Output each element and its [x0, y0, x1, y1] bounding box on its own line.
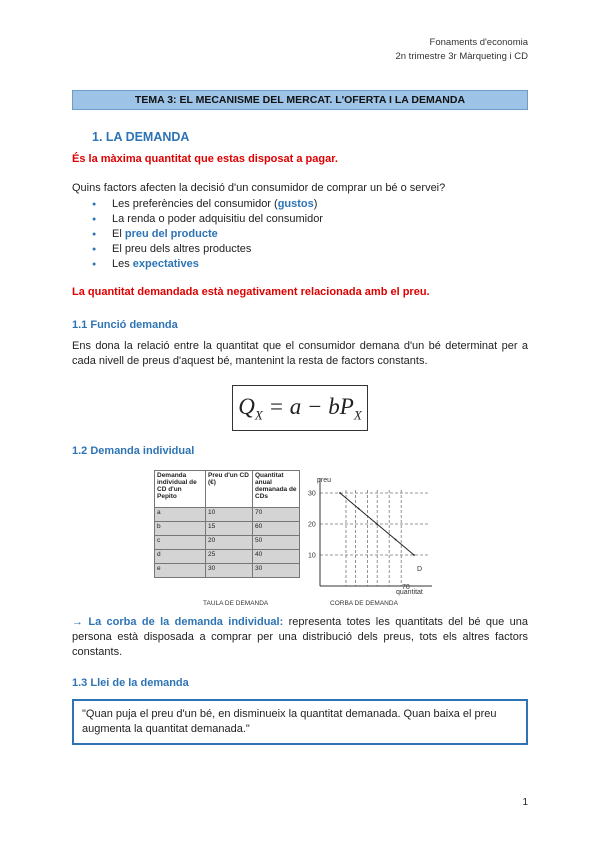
demand-point — [339, 492, 341, 494]
table-header: Demanda individual de CD d'un Pepito — [155, 471, 206, 508]
factor-item: ● Les preferències del consumidor (gustos) — [92, 197, 323, 212]
table-row: b 15 60 — [155, 522, 300, 536]
doc-header — [395, 36, 528, 64]
y-tick-label: 10 — [308, 552, 316, 560]
demand-point — [395, 539, 397, 541]
demand-definition: És la màxima quantitat que estas disposat a pagar. — [72, 153, 338, 165]
graph-caption: CORBA DE DEMANDA — [330, 600, 398, 607]
factor-item: ● Les expectatives — [92, 257, 323, 272]
subsection-title-1-1: 1.1 Funció demanda — [72, 319, 178, 331]
y-tick-label: 20 — [308, 521, 316, 529]
demand-point — [376, 523, 378, 525]
x-tick-label: 70 — [402, 584, 410, 591]
page-number: 1 — [522, 797, 528, 808]
subsection-title-1-2: 1.2 Demanda individual — [72, 445, 195, 457]
header-term: 2n trimestre 3r Màrqueting i CD — [395, 51, 528, 62]
demand-formula: $Q_X = a - bP_X$ — [232, 385, 368, 431]
factor-item: ● El preu dels altres productes — [92, 242, 323, 257]
individual-demand-note: → La corba de la demanda individual: representa totes les quantitats del bé que una persona està disposada a comprar per una distribució dels preus, tots els altres factors constants. — [72, 616, 528, 658]
demand-point — [358, 508, 360, 510]
table-row: e 30 30 — [155, 564, 300, 578]
factor-item: ● El preu del producte — [92, 227, 323, 242]
curve-label: D — [417, 566, 423, 573]
demand-point — [413, 554, 415, 556]
table-caption: TAULA DE DEMANDA — [203, 600, 269, 607]
demand-table — [154, 470, 300, 578]
section-title: 1. LA DEMANDA — [92, 130, 190, 144]
demand-curve-chart — [300, 468, 450, 608]
y-axis-label: preu — [317, 477, 332, 484]
chart-grid — [308, 490, 430, 586]
y-tick-label: 30 — [308, 490, 316, 498]
header-course: Fonaments d'economia — [429, 37, 528, 48]
price-relation: La quantitat demandada està negativament relacionada amb el preu. — [72, 286, 430, 298]
table-row: a 10 70 — [155, 508, 300, 522]
factor-item: ● La renda o poder adquisitiu del consumidor — [92, 212, 323, 227]
topic-banner: TEMA 3: EL MECANISME DEL MERCAT. L'OFERTA I LA DEMANDA — [72, 90, 528, 110]
subsection-title-1-3: 1.3 Llei de la demanda — [72, 677, 189, 689]
table-row: d 25 40 — [155, 550, 300, 564]
demand-function-text: Ens dona la relació entre la quantitat que el consumidor demana d'un bé determinat per a cada nivell de preus d'aquest bé, mantenint la resta de factors constants. — [72, 340, 528, 367]
table-row: c 20 50 — [155, 536, 300, 550]
factors-list — [92, 197, 323, 272]
demand-law-quote: "Quan puja el preu d'un bé, en disminueix la quantitat demanada. Quan baixa el preu augmenta la quantitat demanada." — [72, 699, 528, 745]
factors-question: Quins factors afecten la decisió d'un consumidor de comprar un bé o servei? — [72, 182, 446, 194]
table-header: Preu d'un CD (€) — [206, 471, 253, 508]
table-header: Quantitat anual demanada de CDs — [253, 471, 300, 508]
x-axis-label: quantitat — [396, 589, 423, 596]
